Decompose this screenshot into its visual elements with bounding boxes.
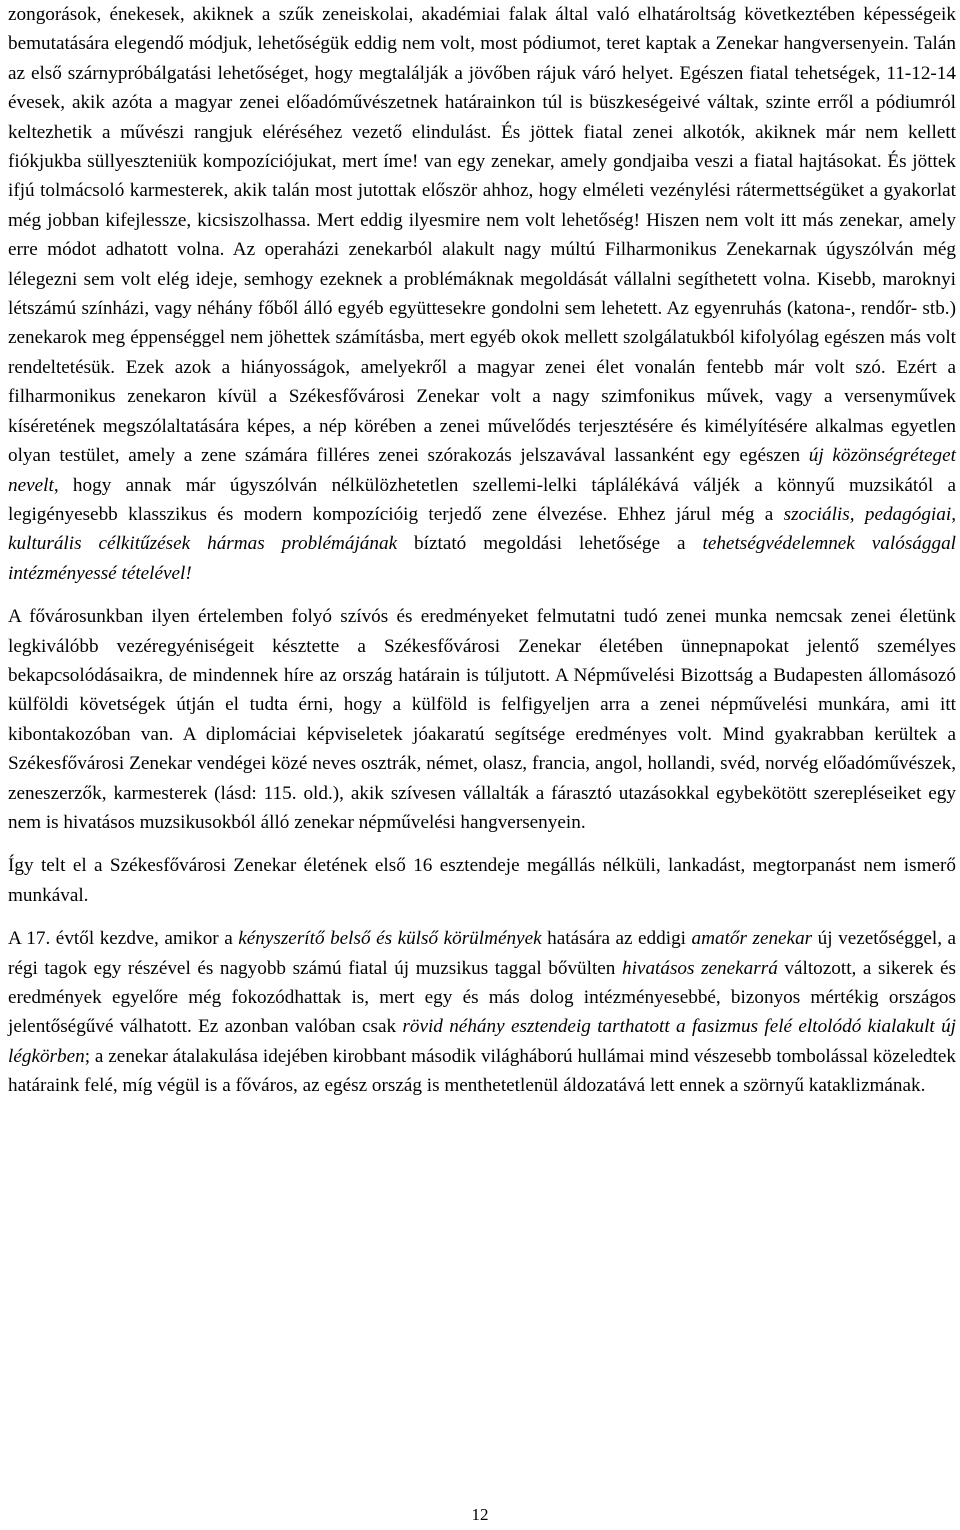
- italic-text-segment: szociális, pedagógiai, kulturális célkitűzések hármas problémájának: [8, 503, 956, 555]
- text-segment: A 17. évtől kezdve, amikor a: [8, 928, 239, 950]
- text-segment: Így telt el a Székesfővárosi Zenekar életének első 16 esztendeje megállás nélküli, lankadást, megtorpanást nem ismerő munkával.: [8, 855, 956, 906]
- paragraph: [8, 924, 956, 1100]
- text-segment: változott, a sikerek és eredmények egyelőre még fokozódhattak is, mert egy és más dolog intézményesebbé, bizonyos mértékig országos jelentőségűvé válhatott. Ez azonban valóban csak: [8, 957, 957, 1038]
- italic-text-segment: rövid néhány esztendeig tarthatott a fasizmus felé eltolódó kialakult új légkörben: [8, 1016, 956, 1067]
- paragraph: [8, 602, 956, 837]
- italic-text-segment: hivatásos zenekarrá: [622, 957, 778, 979]
- text-segment: A fővárosunkban ilyen értelemben folyó szívós és eredményeket felmutatni tudó zenei munka nemcsak zenei életünk legkiválóbb vezéregyéniségeit késztette a Székesfővárosi Zenekar életében ünnepnapokat jelentő személyes bekapcsolódásaikra, de mindennek híre az ország határain is túljutott. A Népművelési Bizottság a Budapesten állomásozó külföldi követségek útján el tudta érni, hogy a külföld is felfigyeljen arra a zenei népművelési munkára, ami itt kibontakozóban van. A diplomáciai képviseletek jóakaratú segítsége eredményes volt. Mind gyakrabban kerültek a Székesfővárosi Zenekar vendégei közé neves osztrák, német, olasz, francia, angol, hollandi, svéd, norvég előadóművészek, zeneszerzők, karmesterek (lásd: 115. old.), akik szívesen vállalták a fárasztó utazásokkal egybekötött szerepléseiket egy nem is hivatásos muzsikusokból álló zenekar népművelési hangversenyein.: [8, 606, 956, 833]
- text-segment: ; a zenekar átalakulása idejében kirobbant második világháború hullámai mind vészesebb tombolással közeledtek határaink felé, míg végül is a főváros, az egész ország is menthetetlenül áldozatává lett ennek a szörnyű kataklizmának.: [8, 1045, 956, 1097]
- text-segment: zongorások, énekesek, akiknek a szűk zeneiskolai, akadémiai falak által való elhatároltság következtében képességeik bemutatására elegendő módjuk, lehetőségük eddig nem volt, most pódiumot, teret kaptak a Zenekar hangversenyein. Talán az első szárnypróbálgatási lehetőséget, hogy megtalálják a jövőben rájuk váró helyet. Egészen fiatal tehetségek, 11-12-14 évesek, akik azóta a magyar zenei előadóművészetnek határainkon túl is büszkeségeivé váltak, szinte erről a pódiumról keltezhetik a művészi rangjuk eléréséhez vezető elindulást. És jöttek fiatal zenei alkotók, akiknek már nem kellett fiókjukba süllyeszteniük kompozíciójukat, mert íme! van egy zenekar, amely gondjaiba veszi a fiatal hajtásokat. És jöttek ifjú tolmácsoló karmesterek, akik talán most jutottak először ahhoz, hogy elméleti vezénylési rátermettségüket a gyakorlat még jobban kifejlessze, kicsiszolhassa. Mert eddig ilyesmire nem volt lehetőség! Hiszen nem volt itt más zenekar, amely erre módot adhatott volna. Az operaházi zenekarból alakult nagy múltú Filharmonikus Zenekarnak úgyszólván még lélegezni sem volt elég ideje, semhogy ezeknek a problémáknak megoldását vállalni segíthetett volna. Kisebb, maroknyi létszámú színházi, vagy néhány főből álló egyéb együttesekre gondolni sem lehetett. Az egyenruhás (katona-, rendőr- stb.) zenekarok meg éppenséggel nem jöhettek számításba, mert egyéb okok mellett szolgálatukból kifolyólag egészen más volt rendeltetésük. Ezek azok a hiányosságok, amelyekről a magyar zenei élet vonalán fentebb már volt szó. Ezért a filharmonikus zenekaron kívül a Székesfővárosi Zenekar volt a nagy szimfonikus művek, vagy a versenyművek kíséretének megszólaltatására képes, a nép körében a zenei művelődés terjesztésére és kimélyítésére alkalmas egyetlen olyan testület, amely a zene számára filléres zenei szórakozás jelszavával lassanként egy egészen: [8, 4, 956, 467]
- text-segment: új vezetőséggel, a régi tagok egy részével és nagyobb számú fiatal új muzsikus taggal bővülten: [8, 928, 957, 979]
- text-segment: , hogy annak már úgyszólván nélkülözhetetlen szellemi-lelki táplálékává váljék a könnyű muzsikától a legigényesebb klasszikus és modern kompozícióig terjedő zene élvezése. Ehhez járul még a: [8, 474, 956, 525]
- body-text: [8, 0, 956, 1101]
- paragraph: [8, 0, 956, 588]
- italic-text-segment: új közönségréteget nevelt: [8, 445, 956, 496]
- paragraph: [8, 851, 956, 910]
- italic-text-segment: amatőr zenekar: [691, 928, 813, 950]
- document-page: [8, 0, 956, 1101]
- text-segment: hatására az eddigi: [541, 928, 692, 950]
- italic-text-segment: tehetségvédelemnek valósággal intézményessé tételével!: [8, 533, 956, 584]
- italic-text-segment: kényszerítő belső és külső körülmények: [238, 928, 542, 950]
- text-segment: bíztató megoldási lehetősége a: [397, 533, 703, 555]
- page-number: 12: [471, 1505, 489, 1524]
